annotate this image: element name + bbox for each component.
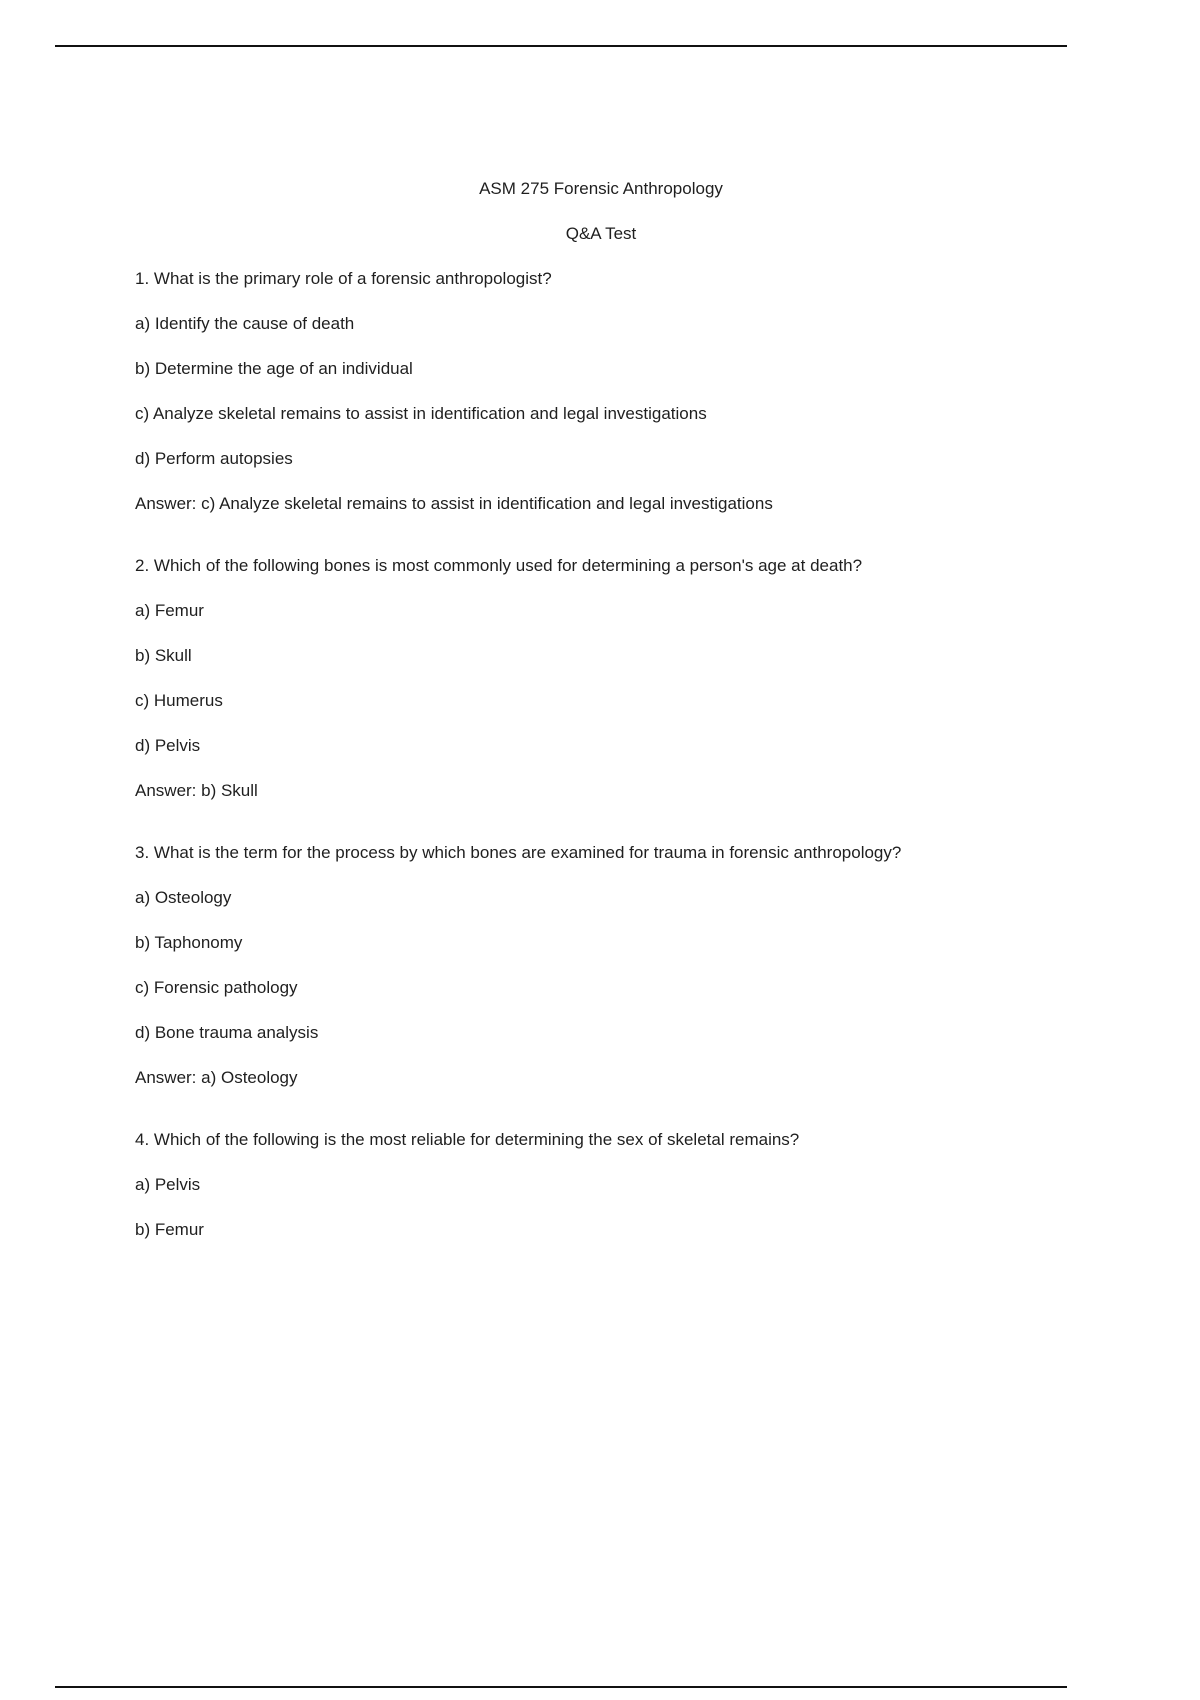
bottom-rule <box>55 1686 1067 1688</box>
option-text: c) Humerus <box>135 691 223 710</box>
option-text: b) Femur <box>135 1220 204 1239</box>
page-subtitle: Q&A Test <box>565 224 637 243</box>
option-text: d) Perform autopsies <box>135 449 293 468</box>
answer-text: Answer: a) Osteology <box>135 1068 298 1087</box>
question-text: 1. What is the primary role of a forensic anthropologist? <box>135 269 552 288</box>
option-text: a) Pelvis <box>135 1175 201 1194</box>
option-text: c) Analyze skeletal remains to assist in identification and legal investigations <box>135 404 707 423</box>
question-text: 4. Which of the following is the most reliable for determining the sex of skeletal remains? <box>135 1130 800 1149</box>
option-text: c) Forensic pathology <box>135 978 298 997</box>
question-text: 3. What is the term for the process by which bones are examined for trauma in forensic anthropology? <box>135 843 902 862</box>
question-text: 2. Which of the following bones is most commonly used for determining a person's age at death? <box>135 556 863 575</box>
option-text: d) Bone trauma analysis <box>135 1023 319 1042</box>
answer-text: Answer: c) Analyze skeletal remains to assist in identification and legal investigations <box>135 494 773 513</box>
option-text: b) Determine the age of an individual <box>135 359 413 378</box>
option-text: a) Osteology <box>135 888 232 907</box>
page-title: ASM 275 Forensic Anthropology <box>479 179 723 198</box>
option-text: a) Femur <box>135 601 204 620</box>
option-text: d) Pelvis <box>135 736 201 755</box>
option-text: b) Skull <box>135 646 192 665</box>
top-rule <box>55 45 1067 47</box>
answer-text: Answer: b) Skull <box>135 781 258 800</box>
option-text: a) Identify the cause of death <box>135 314 355 333</box>
document-content <box>135 180 1067 1266</box>
option-text: b) Taphonomy <box>135 933 243 952</box>
